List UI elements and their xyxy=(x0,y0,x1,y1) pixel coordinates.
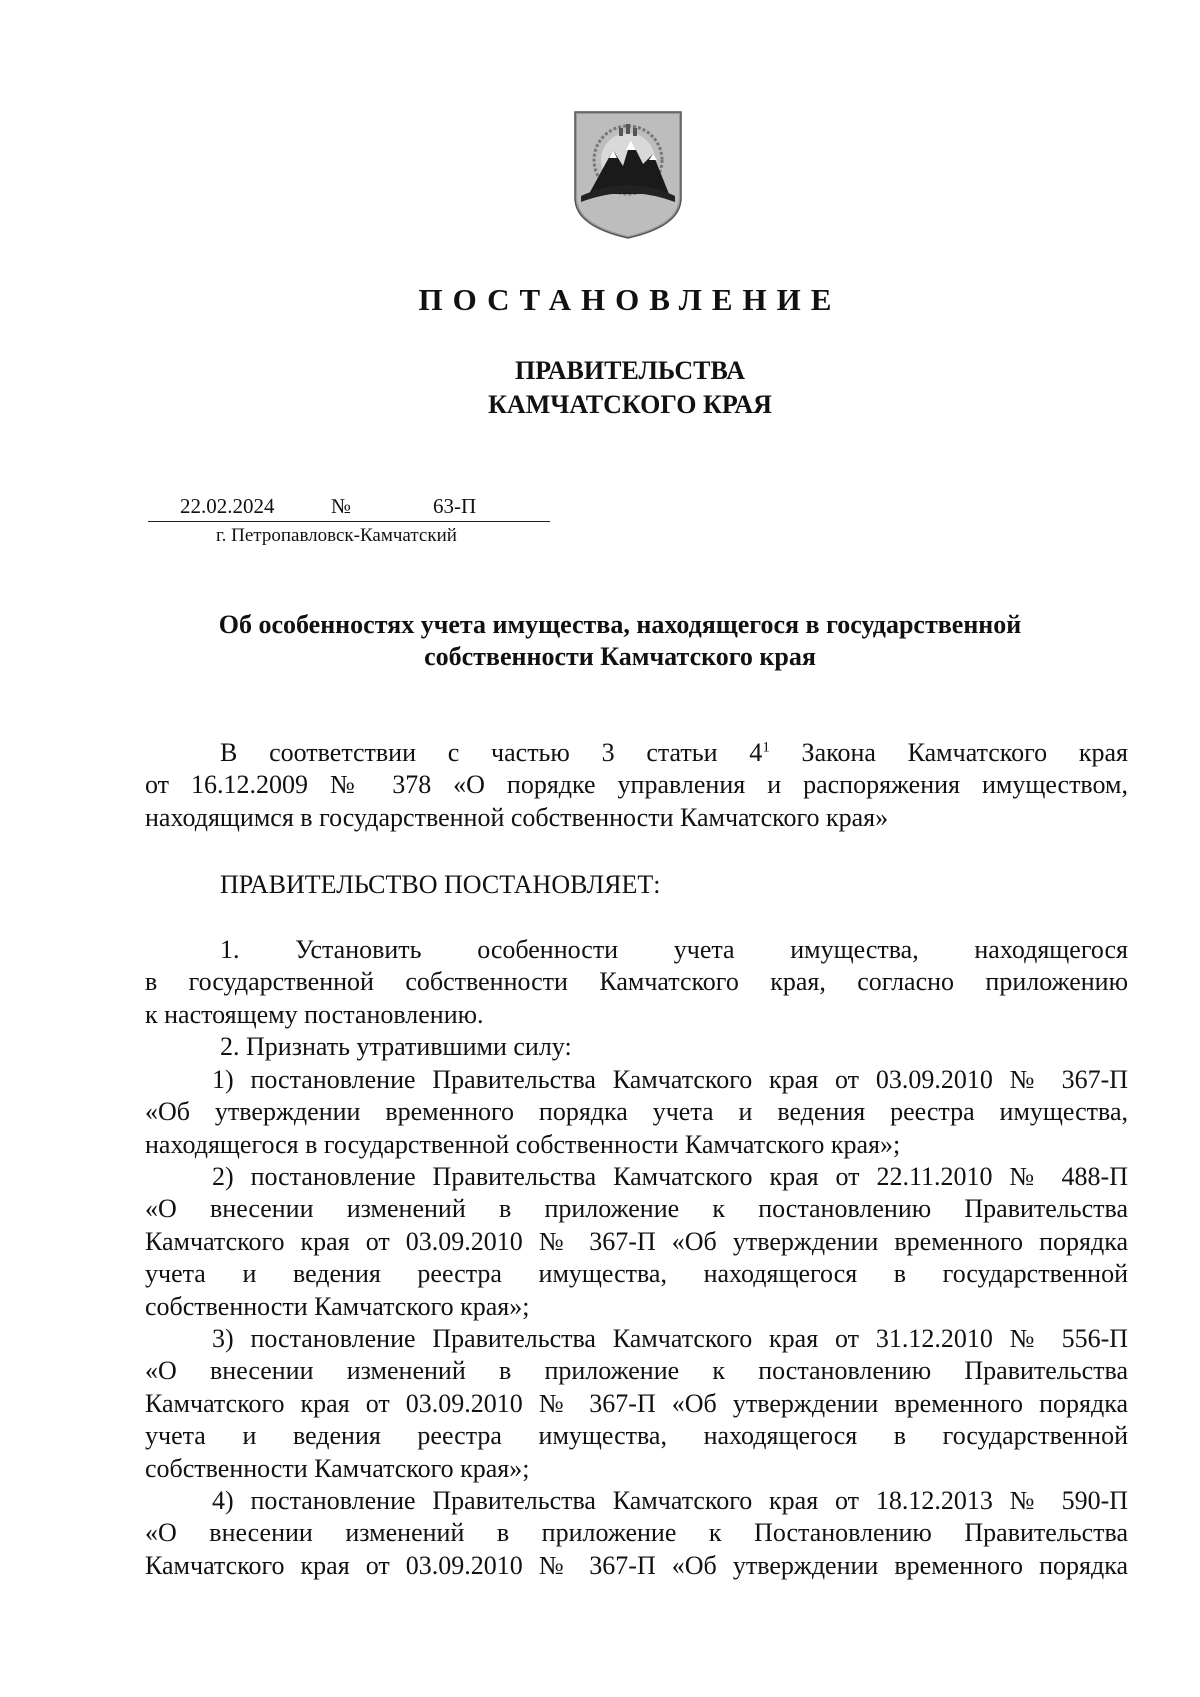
subitem-3-line-5: собственности Камчатского края»; xyxy=(145,1453,530,1483)
document-heading-line-1: Об особенностях учета имущества, находящегося в государственной xyxy=(218,610,1022,639)
item-1-line-3: к настоящему постановлению. xyxy=(145,999,484,1029)
item-1-line-1: 1. Установить особенности учета имущества, находящегося xyxy=(220,935,1128,964)
preamble-line-2: от 16.12.2009 № 378 «О порядке управления и распоряжения имуществом, xyxy=(145,770,1128,800)
subitem-3-line-4: учета и ведения реестра имущества, находящегося в государственной xyxy=(145,1421,1128,1451)
subitem-4-line-3: Камчатского края от 03.09.2010 № 367-П «Об утверждении временного порядка xyxy=(145,1550,1128,1580)
number-sign: № xyxy=(331,494,352,518)
subitem-3-line-3: Камчатского края от 03.09.2010 № 367-П «Об утверждении временного порядка xyxy=(145,1388,1128,1418)
document-date: 22.02.2024 xyxy=(180,494,275,518)
coat-of-arms-emblem xyxy=(573,110,683,240)
subitem-2-line-2: «О внесении изменений в приложение к постановлению Правительства xyxy=(145,1194,1128,1224)
subitem-4-line-2: «О внесении изменений в приложение к Постановлению Правительства xyxy=(145,1518,1128,1548)
subitem-1-line-1: 1) постановление Правительства Камчатского края от 03.09.2010 № 367-П xyxy=(212,1065,1128,1094)
issuer-line-1: ПРАВИТЕЛЬСТВА xyxy=(515,356,745,385)
decree-statement: ПРАВИТЕЛЬСТВО ПОСТАНОВЛЯЕТ: xyxy=(220,870,661,899)
subitem-2-line-3: Камчатского края от 03.09.2010 № 367-П «Об утверждении временного порядка xyxy=(145,1226,1128,1256)
subitem-1-line-3: находящегося в государственной собственности Камчатского края»; xyxy=(145,1129,901,1159)
subitem-3-paragraph xyxy=(145,1323,1128,1485)
preamble-line-3: находящимся в государственной собственности Камчатского края» xyxy=(145,802,889,832)
subitem-3-line-1: 3) постановление Правительства Камчатского края от 31.12.2010 № 556-П xyxy=(212,1324,1128,1353)
subitem-4-line-1: 4) постановление Правительства Камчатского края от 18.12.2013 № 590-П xyxy=(212,1486,1128,1515)
item-2-paragraph xyxy=(145,1031,1128,1063)
document-number: 63-П xyxy=(433,494,477,518)
article-superscript: 1 xyxy=(762,739,770,756)
preamble-paragraph xyxy=(145,737,1128,834)
issuer-line-2: КАМЧАТСКОГО КРАЯ xyxy=(488,390,772,419)
subitem-2-paragraph xyxy=(145,1161,1128,1323)
date-number-line xyxy=(148,492,550,522)
subitem-3-line-2: «О внесении изменений в приложение к постановлению Правительства xyxy=(145,1356,1128,1386)
underline-rule xyxy=(148,521,550,522)
preamble-line-1: В соответствии с частью 3 статьи $4^1$ Закона Камчатского края xyxy=(220,738,1129,767)
item-1-paragraph xyxy=(145,934,1128,1031)
city-name: г. Петропавловск-Камчатский xyxy=(216,525,457,546)
document-heading-line-2: собственности Камчатского края xyxy=(424,642,816,671)
subitem-2-line-1: 2) постановление Правительства Камчатского края от 22.11.2010 № 488-П xyxy=(212,1162,1128,1191)
item-1-line-2: в государственной собственности Камчатского края, согласно приложению xyxy=(145,967,1128,997)
subitem-2-line-4: учета и ведения реестра имущества, находящегося в государственной xyxy=(145,1259,1128,1289)
subitem-4-paragraph xyxy=(145,1485,1128,1582)
item-2-line: 2. Признать утратившими силу: xyxy=(220,1032,572,1061)
subitem-1-paragraph xyxy=(145,1064,1128,1161)
document-type-title: ПОСТАНОВЛЕНИЕ xyxy=(418,282,842,317)
subitem-1-line-2: «Об утверждении временного порядка учета и ведения реестра имущества, xyxy=(145,1097,1128,1127)
subitem-2-line-5: собственности Камчатского края»; xyxy=(145,1291,530,1321)
